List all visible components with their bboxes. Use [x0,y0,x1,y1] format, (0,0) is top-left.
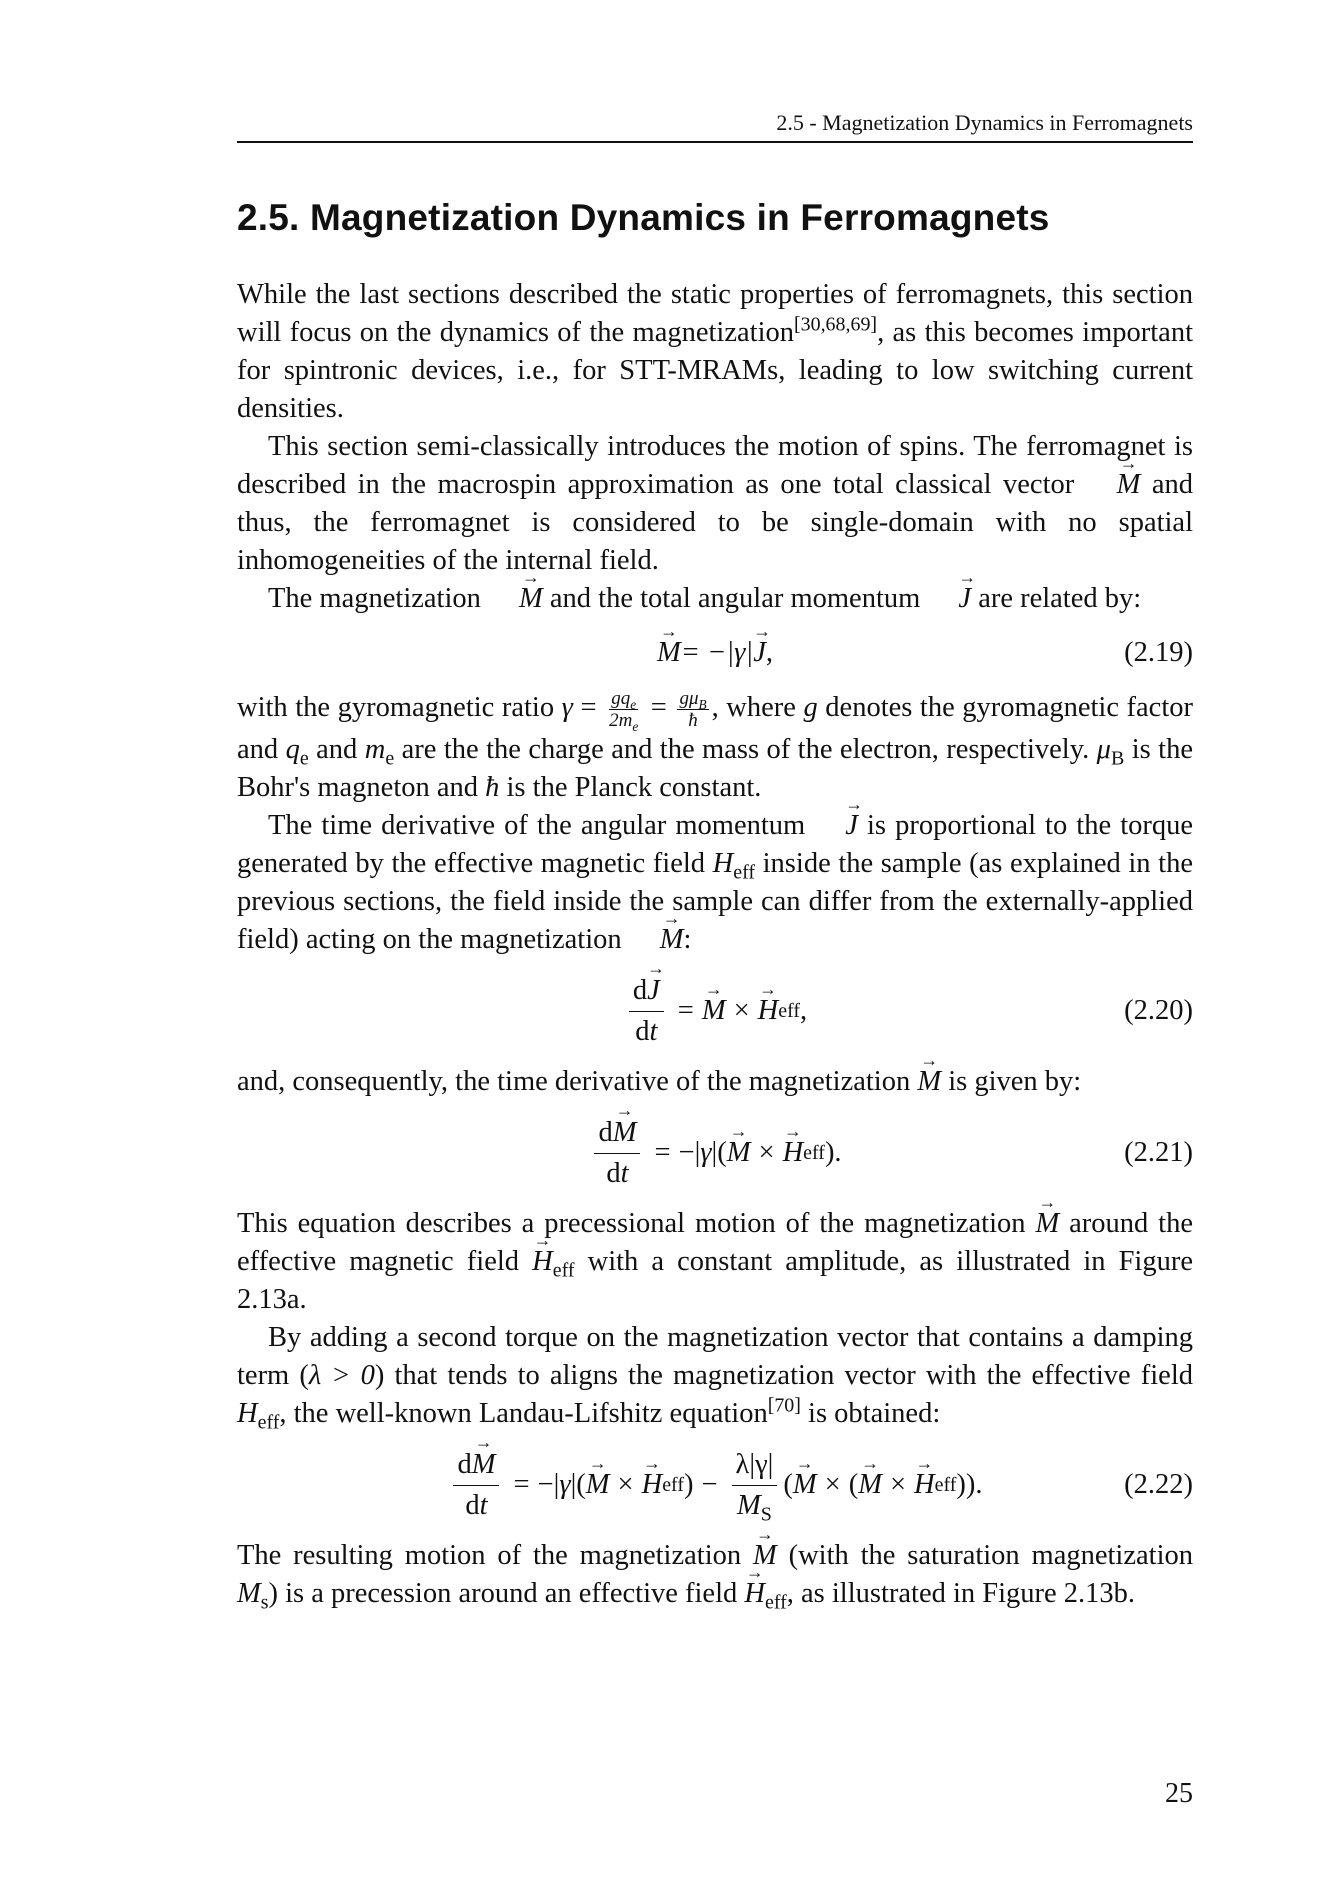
paragraph-9: The resulting motion of the magnetization → M (with the saturation magnetization $M_s$) is a precession around an effective field → $H_{eff}$, as illustrated in Figure 2.13b. [237,1537,1193,1613]
equation-2-20: $\frac{d\to J}{dt}$ = → M × → H eff , (2.20) [237,959,1193,1063]
vector-M: → M [1086,466,1141,504]
equation-2-22: $\frac{d\to M}{dt}$ = −| γ |( → M × → H eff ) − $\frac{\lambda|\gamma|}{M_S}$ ( → M × ( → M × → H eff )). (2.22) [237,1433,1193,1537]
paragraph-6: and, consequently, the time derivative of the magnetization → M is given by: [237,1063,1193,1101]
equation-number: (2.19) [1124,637,1193,668]
paragraph-7: This equation describes a precessional motion of the magnetization → M around the effective magnetic field → $H_{eff}$ with a constant amplitude, as illustrated in Figure 2.13a. [237,1205,1193,1319]
gyro-fraction-2: $\frac{g\mu_B}{ħ}$ [679,688,707,731]
paragraph-3: The magnetization → M and the total angular momentum → J are related by: [237,580,1193,618]
running-header: 2.5 - Magnetization Dynamics in Ferromagnets [776,110,1193,135]
header-rule [237,141,1193,143]
gyro-fraction-1: $\frac{gq_e}{2m_e}$ [609,688,639,734]
paragraph-5: The time derivative of the angular momentum → J is proportional to the torque generated by the effective magnetic field $H_{eff}$ inside the sample (as explained in the previous sections, the field inside the sample can differ from the externally-applied field) acting on the magnetization → M: [237,807,1193,959]
citation[interactable]: [30,68,69] [794,313,878,336]
paragraph-1: While the last sections described the static properties of ferromagnets, this section will focus on the dynamics of the magnetization[30,68,69], as this becomes important for spintronic devices, i.e., for STT-MRAMs, leading to low switching current densities. [237,279,1193,424]
paragraph-2: This section semi-classically introduces the motion of spins. The ferromagnet is described in the macrospin approximation as one total classical vector → M and thus, the ferromagnet is considered to be single-domain with no spatial inhomogeneities of the internal field. [237,428,1193,580]
section-title: 2.5. Magnetization Dynamics in Ferromagnets [237,197,1050,238]
page-number: 25 [1165,1778,1193,1809]
paragraph-8: By adding a second torque on the magnetization vector that contains a damping term (λ > 0) that tends to aligns the magnetization vector with the effective field $H_{eff}$, the well-known Landau-Lifshitz equation[70] is obtained: [237,1322,1194,1434]
equation-2-21: $\frac{d\to M}{dt}$ = −| γ |( → M × → H eff ). (2.21) [237,1101,1193,1205]
paragraph-4: with the gyromagnetic ratio γ = $\frac{gq_e}{2m_e}$ = $\frac{g\mu_B}{ħ}$ , where g denotes the gyromagnetic factor and $q_e$ and $m_e$ are the the charge and the mass of the electron, respectively. $\mu_B$ is the Bohr's magneton and ħ is the Planck constant. [237,688,1193,803]
equation-number: (2.21) [1124,1137,1193,1168]
equation-2-19: → M = −|γ| → J , (2.19) [237,618,1193,688]
citation[interactable]: [70] [767,1394,801,1417]
equation-number: (2.22) [1124,1469,1193,1500]
body-text [237,276,1193,1613]
equation-number: (2.20) [1124,995,1193,1026]
vector-J: → J [927,580,971,618]
